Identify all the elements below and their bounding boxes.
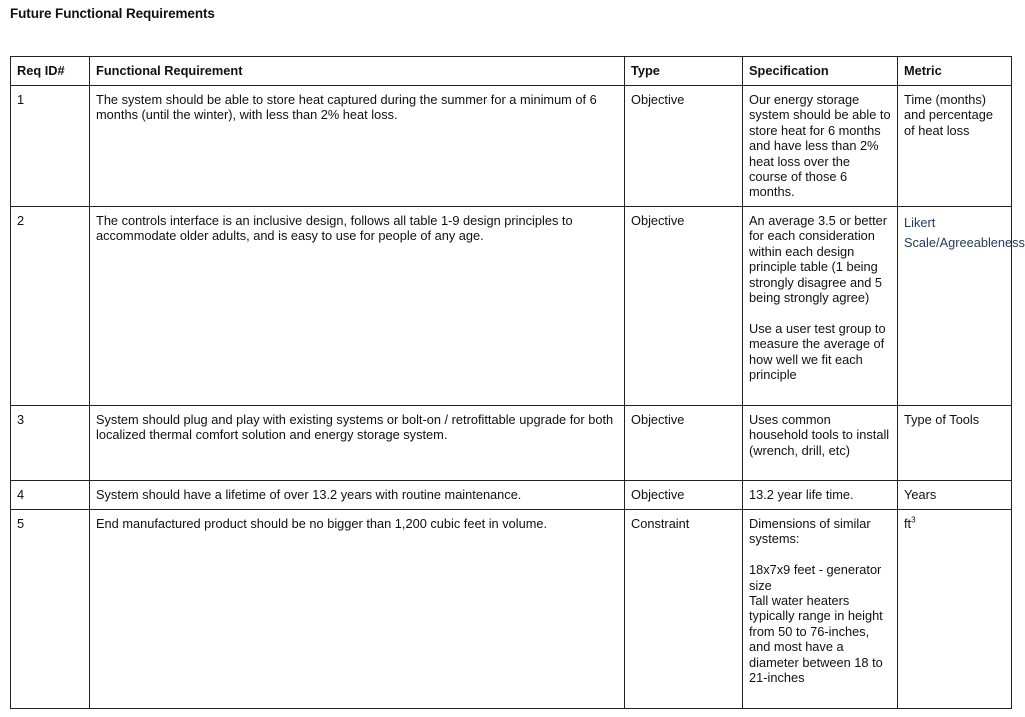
metric-likert-text: Likert Scale/Agreeableness	[904, 215, 1025, 250]
header-functional-requirement: Functional Requirement	[90, 57, 625, 86]
table-row	[11, 481, 1012, 510]
specification-cell: 13.2 year life time.	[743, 481, 898, 510]
metric-cell	[898, 510, 1012, 709]
req-id-cell: 3	[11, 406, 90, 481]
requirements-table	[10, 56, 1025, 709]
type-cell: Objective	[625, 86, 743, 207]
req-id-cell: 5	[11, 510, 90, 709]
requirement-cell: The controls interface is an inclusive design, follows all table 1-9 design principles to accommodate older adults, and is easy to use for people of any age.	[90, 207, 625, 406]
metric-cell: Type of Tools	[898, 406, 1012, 481]
header-specification: Specification	[743, 57, 898, 86]
requirement-cell: System should plug and play with existing systems or bolt-on / retrofittable upgrade for both localized thermal comfort solution and energy storage system.	[90, 406, 625, 481]
type-cell: Objective	[625, 481, 743, 510]
specification-cell: Dimensions of similar systems: 18x7x9 feet - generator size Tall water heaters typically range in height from 50 to 76-inches, and most have a diameter between 18 to 21-inches	[743, 510, 898, 709]
type-cell: Constraint	[625, 510, 743, 709]
table-row	[11, 406, 1012, 481]
metric-cell: Time (months) and percentage of heat loss	[898, 86, 1012, 207]
table-row	[11, 207, 1012, 406]
requirement-cell: End manufactured product should be no bigger than 1,200 cubic feet in volume.	[90, 510, 625, 709]
metric-unit: ft	[904, 516, 912, 531]
metric-cell: Years	[898, 481, 1012, 510]
header-type: Type	[625, 57, 743, 86]
metric-unit-exponent: 3	[911, 515, 916, 525]
specification-cell: An average 3.5 or better for each consideration within each design principle table (1 being strongly disagree and 5 being strongly agree) Use a user test group to measure the average of how well we fit each principle	[743, 207, 898, 406]
metric-cell	[898, 207, 1025, 406]
document-title: Future Functional Requirements	[10, 6, 215, 21]
requirement-cell: The system should be able to store heat captured during the summer for a minimum of 6 months (until the winter), with less than 2% heat loss.	[90, 86, 625, 207]
specification-cell: Our energy storage system should be able to store heat for 6 months and have less than 2% heat loss over the course of those 6 months.	[743, 86, 898, 207]
req-id-cell: 1	[11, 86, 90, 207]
type-cell: Objective	[625, 406, 743, 481]
header-req-id: Req ID#	[11, 57, 90, 86]
table-row	[11, 86, 1012, 207]
type-cell: Objective	[625, 207, 743, 406]
req-id-cell: 4	[11, 481, 90, 510]
header-metric: Metric	[898, 57, 1012, 86]
requirement-cell: System should have a lifetime of over 13.2 years with routine maintenance.	[90, 481, 625, 510]
req-id-cell: 2	[11, 207, 90, 406]
specification-cell: Uses common household tools to install (wrench, drill, etc)	[743, 406, 898, 481]
table-header-row	[11, 57, 1012, 86]
table-row	[11, 510, 1012, 709]
